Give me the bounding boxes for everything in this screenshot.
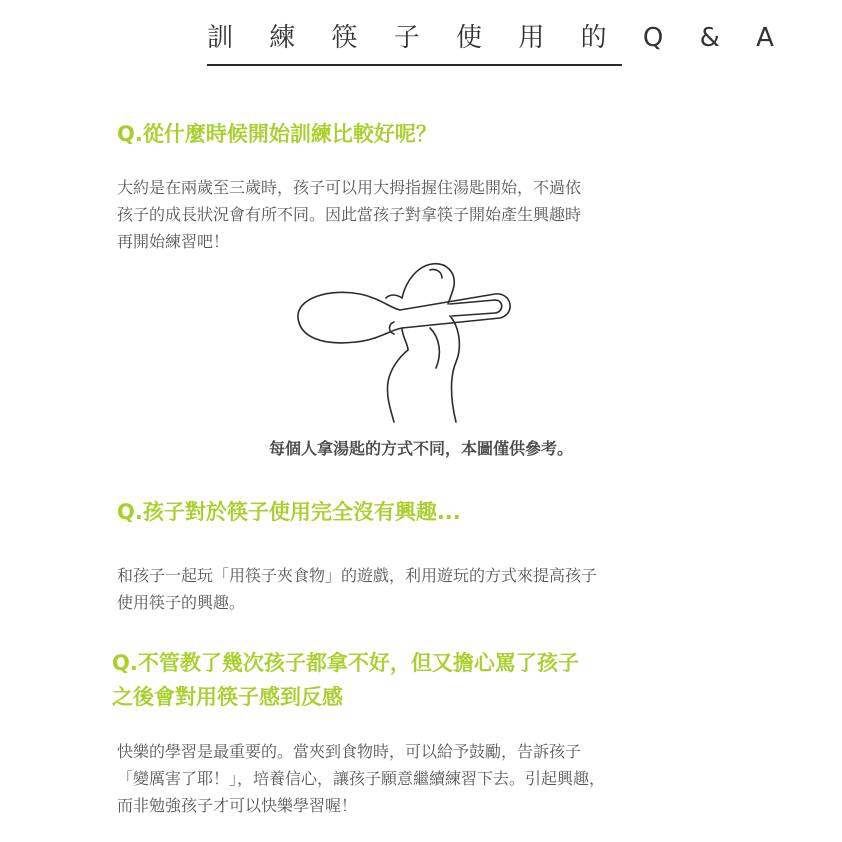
answer-3-line-3: 而非勉強孩子才可以快樂學習喔！ [117,796,358,815]
question-3 [112,646,579,714]
answer-1-line-1: 大約是在兩歲至三歲時，孩子可以用大拇指握住湯匙開始，不過依 [117,178,582,197]
question-3-line-2: 之後會對用筷子感到反感 [112,685,343,709]
answer-3 [117,738,605,819]
answer-1 [117,174,581,255]
question-3-line-1: Q.不管教了幾次孩子都拿不好，但又擔心罵了孩子 [112,651,579,675]
answer-1-line-3: 再開始練習吧！ [117,232,230,251]
question-1: Q.從什麼時候開始訓練比較好呢？ [117,122,437,146]
answer-3-line-2: 「變厲害了耶！」，培養信心，讓孩子願意繼續練習下去。引起興趣， [117,769,606,788]
title-underline [207,64,622,66]
illustration-caption: 每個人拿湯匙的方式不同，本圖僅供參考。 [268,439,573,458]
answer-3-line-1: 快樂的學習是最重要的。當夾到食物時，可以給予鼓勵，告訴孩子 [117,742,582,761]
answer-1-line-2: 孩子的成長狀況會有所不同。因此當孩子對拿筷子開始產生興趣時 [117,205,582,224]
answer-2-line-1: 和孩子一起玩「用筷子夾食物」的遊戲，利用遊玩的方式來提高孩子 [117,566,598,585]
answer-2 [117,562,597,616]
question-2: Q.孩子對於筷子使用完全沒有興趣... [117,500,461,524]
hand-holding-spoon-icon [290,258,520,428]
page-title: 訓 練 筷 子 使 用 的 Q & A [207,23,788,53]
answer-2-line-2: 使用筷子的興趣。 [117,593,246,612]
